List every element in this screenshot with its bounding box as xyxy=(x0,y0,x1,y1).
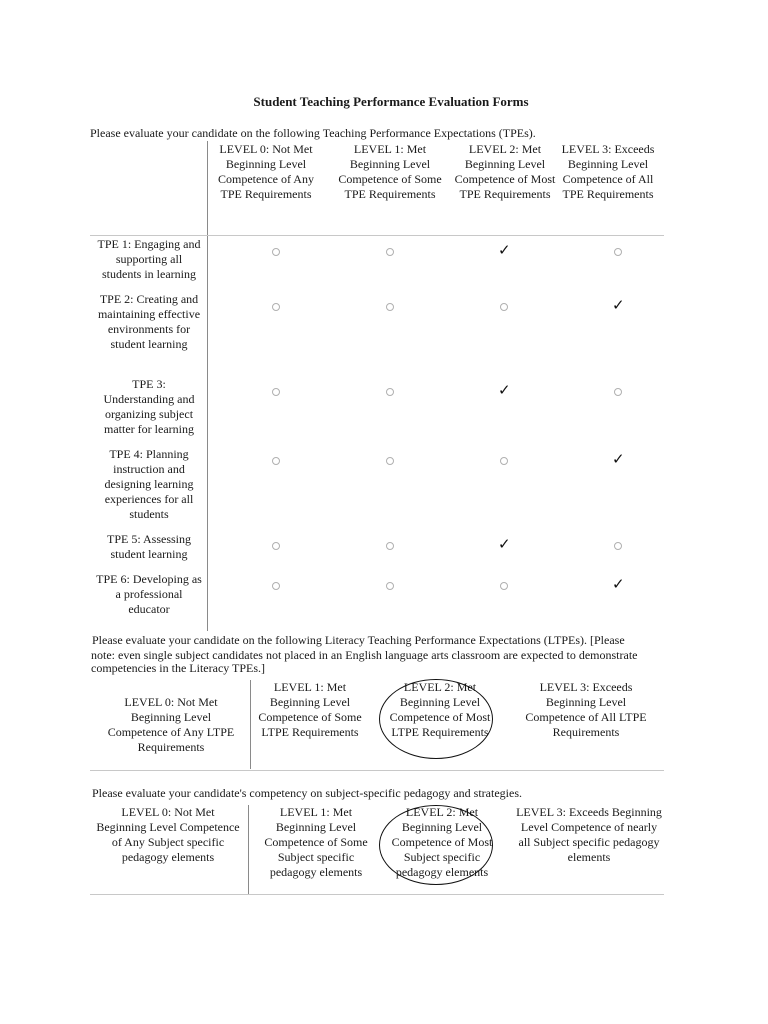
pedagogy-circled-selection xyxy=(379,805,493,885)
tpe-row-label: TPE 1: Engaging and supporting all students in learning xyxy=(97,237,201,281)
radio-button[interactable] xyxy=(614,248,622,256)
tpe-row-label: TPE 5: Assessing student learning xyxy=(106,532,191,561)
radio-button[interactable] xyxy=(272,457,280,465)
pedagogy-bottom-rule xyxy=(90,894,664,895)
radio-button[interactable] xyxy=(386,303,394,311)
ltpe-level-2[interactable]: LEVEL 2: Met Beginning Level Competence of Most LTPE Requirements xyxy=(389,680,491,739)
radio-button[interactable] xyxy=(386,457,394,465)
tpe-row-label: TPE 2: Creating and maintaining effective environments for student learning xyxy=(97,292,201,351)
check-mark-icon[interactable]: ✓ xyxy=(498,535,511,553)
pedagogy-level-2[interactable]: LEVEL 2: Met Beginning Level Competence of Most Subject specific pedagogy elements xyxy=(391,805,493,879)
ltpe-section-intro-line2: note: even single subject candidates not placed in an English language arts classroom are expected to demonstrate xyxy=(91,648,638,662)
pedagogy-table-divider xyxy=(248,805,249,894)
pedagogy-section-intro: Please evaluate your candidate's competency on subject-specific pedagogy and strategies. xyxy=(92,786,522,800)
radio-button[interactable] xyxy=(500,457,508,465)
radio-button[interactable] xyxy=(272,542,280,550)
tpe-level-3-header: LEVEL 3: Exceeds Beginning Level Competence of All TPE Requirements xyxy=(561,142,655,201)
tpe-header-rule xyxy=(90,235,664,236)
tpe-row-label: TPE 6: Developing as a professional educator xyxy=(96,572,202,616)
tpe-row-label: TPE 3: Understanding and organizing subject matter for learning xyxy=(103,377,195,436)
page-title: Student Teaching Performance Evaluation Forms xyxy=(253,94,529,109)
radio-button[interactable] xyxy=(272,582,280,590)
tpe-section-intro: Please evaluate your candidate on the following Teaching Performance Expectations (TPEs). xyxy=(90,126,536,140)
pedagogy-level-3[interactable]: LEVEL 3: Exceeds Beginning Level Competence of nearly all Subject specific pedagogy elements xyxy=(516,805,662,864)
check-mark-icon[interactable]: ✓ xyxy=(612,296,625,314)
tpe-level-1-header: LEVEL 1: Met Beginning Level Competence of Some TPE Requirements xyxy=(338,142,442,201)
pedagogy-level-1[interactable]: LEVEL 1: Met Beginning Level Competence of Some Subject specific pedagogy elements xyxy=(264,805,368,879)
check-mark-icon[interactable]: ✓ xyxy=(612,450,625,468)
ltpe-level-0[interactable]: LEVEL 0: Not Met Beginning Level Competence of Any LTPE Requirements xyxy=(107,695,235,754)
radio-button[interactable] xyxy=(500,582,508,590)
tpe-table-divider xyxy=(207,141,208,631)
ltpe-circled-selection xyxy=(379,679,493,759)
ltpe-section-intro-line3: competencies in the Literacy TPEs.] xyxy=(91,661,266,675)
radio-button[interactable] xyxy=(614,542,622,550)
tpe-level-0-header: LEVEL 0: Not Met Beginning Level Competence of Any TPE Requirements xyxy=(218,142,314,201)
check-mark-icon[interactable]: ✓ xyxy=(498,241,511,259)
ltpe-section-intro-line1: Please evaluate your candidate on the following Literacy Teaching Performance Expectations (LTPEs). [Please xyxy=(92,633,625,647)
pedagogy-level-0[interactable]: LEVEL 0: Not Met Beginning Level Competence of Any Subject specific pedagogy elements xyxy=(96,805,240,864)
radio-button[interactable] xyxy=(386,388,394,396)
check-mark-icon[interactable]: ✓ xyxy=(612,575,625,593)
ltpe-table-divider xyxy=(250,680,251,769)
radio-button[interactable] xyxy=(272,388,280,396)
ltpe-level-3[interactable]: LEVEL 3: Exceeds Beginning Level Competence of All LTPE Requirements xyxy=(525,680,647,739)
check-mark-icon[interactable]: ✓ xyxy=(498,381,511,399)
tpe-row-label: TPE 4: Planning instruction and designing learning experiences for all students xyxy=(104,447,194,521)
ltpe-bottom-rule xyxy=(90,770,664,771)
radio-button[interactable] xyxy=(614,388,622,396)
tpe-level-2-header: LEVEL 2: Met Beginning Level Competence of Most TPE Requirements xyxy=(454,142,556,201)
radio-button[interactable] xyxy=(386,248,394,256)
radio-button[interactable] xyxy=(386,582,394,590)
radio-button[interactable] xyxy=(272,303,280,311)
radio-button[interactable] xyxy=(386,542,394,550)
radio-button[interactable] xyxy=(272,248,280,256)
ltpe-level-1[interactable]: LEVEL 1: Met Beginning Level Competence of Some LTPE Requirements xyxy=(258,680,362,739)
radio-button[interactable] xyxy=(500,303,508,311)
